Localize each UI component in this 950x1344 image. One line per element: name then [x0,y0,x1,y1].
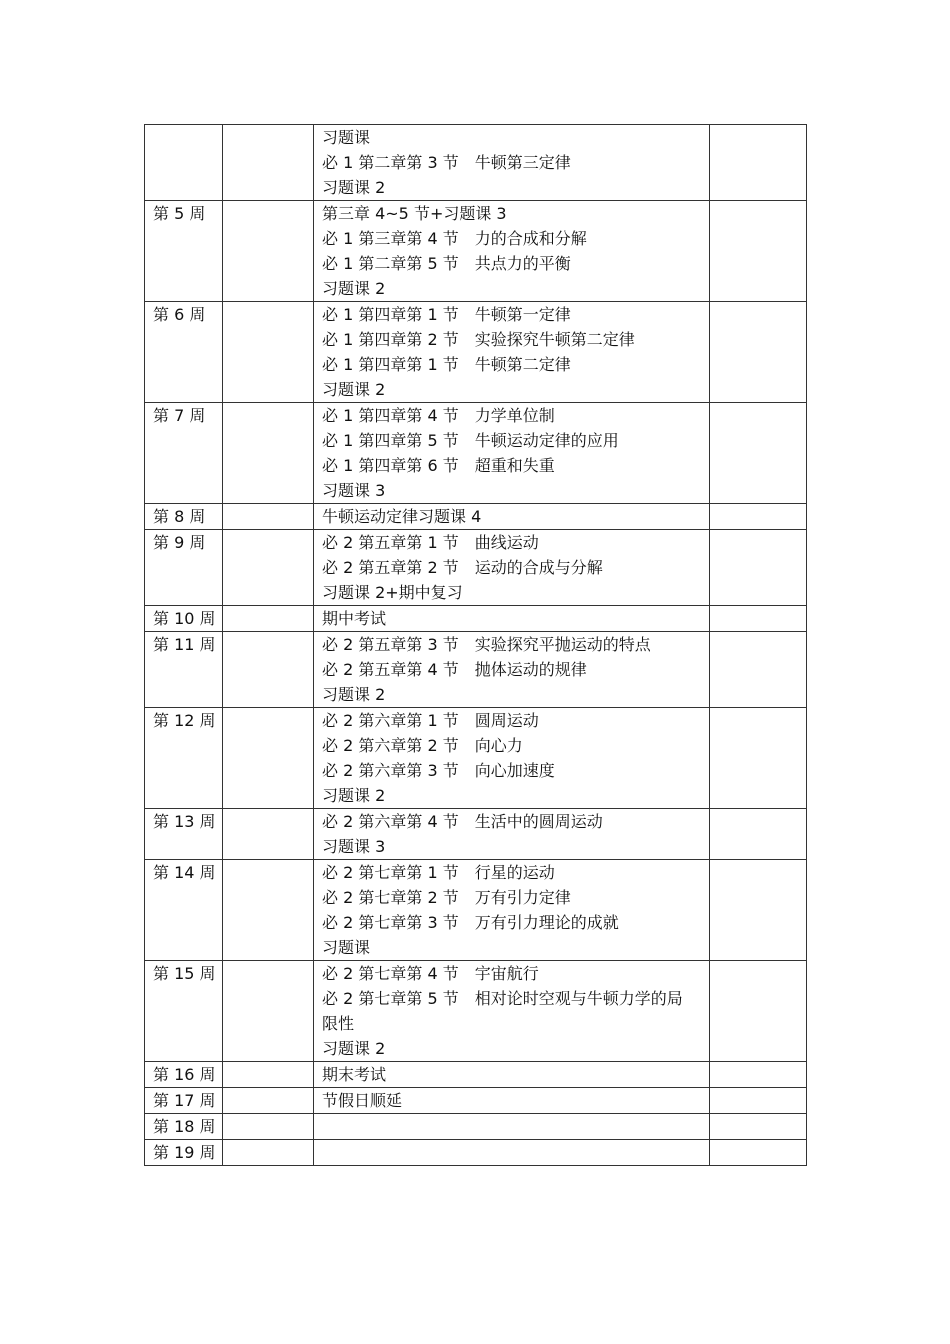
note-cell [710,1088,807,1114]
content-cell [314,809,710,860]
content-cell [314,606,710,632]
hours-cell [223,606,314,632]
content-line: 习题课 2+期中复习 [322,583,463,602]
content-cell [314,403,710,504]
table-row [145,504,807,530]
table-row [145,1062,807,1088]
content-line: 习题课 2 [322,279,386,298]
content-line: 习题课 [322,128,371,147]
note-cell [710,1114,807,1140]
content-line: 必 2 第六章第 2 节 向心力 [322,736,523,755]
content-line: 必 2 第七章第 3 节 万有引力理论的成就 [322,913,619,932]
note-cell [710,403,807,504]
content-cell [314,125,710,201]
content-line: 习题课 2 [322,380,386,399]
content-line: 习题课 2 [322,178,386,197]
note-cell [710,606,807,632]
content-line: 期中考试 [322,609,387,628]
hours-cell [223,125,314,201]
week-cell: 第 14 周 [145,860,223,961]
hours-cell [223,1140,314,1166]
content-line: 必 1 第四章第 2 节 实验探究牛顿第二定律 [322,330,635,349]
week-cell: 第 18 周 [145,1114,223,1140]
content-line: 期末考试 [322,1065,387,1084]
content-line: 必 1 第三章第 4 节 力的合成和分解 [322,229,587,248]
hours-cell [223,1088,314,1114]
content-cell [314,1088,710,1114]
content-line: 必 1 第四章第 1 节 牛顿第一定律 [322,305,571,324]
note-cell [710,860,807,961]
hours-cell [223,708,314,809]
content-line: 必 1 第二章第 5 节 共点力的平衡 [322,254,571,273]
note-cell [710,504,807,530]
empty-content-line [322,1140,709,1165]
content-cell [314,1140,710,1166]
content-cell [314,961,710,1062]
table-row [145,606,807,632]
content-line: 习题课 2 [322,786,386,805]
empty-content-line [322,1114,709,1139]
note-cell [710,1140,807,1166]
content-line: 必 2 第六章第 3 节 向心加速度 [322,761,555,780]
table-row [145,1088,807,1114]
week-cell: 第 17 周 [145,1088,223,1114]
content-line: 习题课 2 [322,685,386,704]
note-cell [710,961,807,1062]
note-cell [710,1062,807,1088]
week-cell: 第 8 周 [145,504,223,530]
hours-cell [223,403,314,504]
week-cell: 第 10 周 [145,606,223,632]
table-row [145,1114,807,1140]
content-cell [314,708,710,809]
note-cell [710,302,807,403]
content-line: 必 1 第二章第 3 节 牛顿第三定律 [322,153,571,172]
table-row [145,403,807,504]
content-cell [314,504,710,530]
note-cell [710,125,807,201]
week-cell: 第 7 周 [145,403,223,504]
content-line: 第三章 4~5 节+习题课 3 [322,204,507,223]
content-line: 必 1 第四章第 4 节 力学单位制 [322,406,555,425]
table-row [145,809,807,860]
content-line: 必 2 第七章第 2 节 万有引力定律 [322,888,571,907]
hours-cell [223,1062,314,1088]
week-cell: 第 12 周 [145,708,223,809]
content-cell [314,201,710,302]
content-line: 必 2 第五章第 4 节 抛体运动的规律 [322,660,587,679]
week-cell: 第 15 周 [145,961,223,1062]
content-cell [314,1114,710,1140]
hours-cell [223,809,314,860]
content-line: 必 1 第四章第 5 节 牛顿运动定律的应用 [322,431,619,450]
table-row [145,125,807,201]
hours-cell [223,530,314,606]
content-line: 节假日顺延 [322,1091,403,1110]
content-line: 必 2 第五章第 1 节 曲线运动 [322,533,539,552]
content-line: 习题课 3 [322,481,386,500]
schedule-table-body [145,125,807,1166]
note-cell [710,530,807,606]
note-cell [710,809,807,860]
table-row [145,530,807,606]
content-line: 必 2 第七章第 4 节 宇宙航行 [322,964,539,983]
hours-cell [223,1114,314,1140]
content-line: 必 1 第四章第 1 节 牛顿第二定律 [322,355,571,374]
content-line: 习题课 3 [322,837,386,856]
note-cell [710,201,807,302]
table-row [145,1140,807,1166]
hours-cell [223,961,314,1062]
content-cell [314,860,710,961]
week-cell: 第 5 周 [145,201,223,302]
week-cell: 第 16 周 [145,1062,223,1088]
content-cell [314,302,710,403]
note-cell [710,708,807,809]
week-cell: 第 11 周 [145,632,223,708]
hours-cell [223,201,314,302]
hours-cell [223,302,314,403]
table-row [145,201,807,302]
content-cell [314,530,710,606]
table-row [145,708,807,809]
table-row [145,961,807,1062]
content-cell [314,1062,710,1088]
content-line: 牛顿运动定律习题课 4 [322,507,482,526]
week-cell [145,125,223,201]
hours-cell [223,860,314,961]
week-cell: 第 19 周 [145,1140,223,1166]
table-row [145,860,807,961]
content-line: 限性 [322,1014,355,1033]
content-line: 必 2 第五章第 2 节 运动的合成与分解 [322,558,603,577]
week-cell: 第 6 周 [145,302,223,403]
content-line: 必 2 第七章第 5 节 相对论时空观与牛顿力学的局 [322,989,683,1008]
content-line: 习题课 [322,938,371,957]
content-line: 必 2 第六章第 1 节 圆周运动 [322,711,539,730]
teaching-schedule-table [144,124,807,1166]
table-row [145,302,807,403]
content-line: 必 2 第五章第 3 节 实验探究平抛运动的特点 [322,635,651,654]
content-cell [314,632,710,708]
content-line: 必 2 第六章第 4 节 生活中的圆周运动 [322,812,603,831]
hours-cell [223,632,314,708]
content-line: 习题课 2 [322,1039,386,1058]
content-line: 必 1 第四章第 6 节 超重和失重 [322,456,555,475]
note-cell [710,632,807,708]
week-cell: 第 13 周 [145,809,223,860]
content-line: 必 2 第七章第 1 节 行星的运动 [322,863,555,882]
hours-cell [223,504,314,530]
week-cell: 第 9 周 [145,530,223,606]
table-row [145,632,807,708]
